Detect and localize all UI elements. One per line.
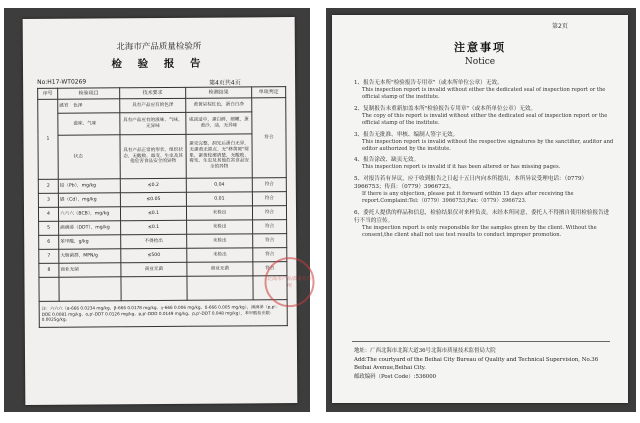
notice-page-number: 第2页 xyxy=(552,23,568,30)
address-zh: 地址：广西北海市北海大道36号北海市质量技术监督局大院 xyxy=(354,348,496,354)
header-result: 检测结果 xyxy=(186,87,252,98)
table-row xyxy=(39,276,287,302)
table-cell: 具有产品应有的色泽 xyxy=(120,98,186,112)
left-document-panel xyxy=(4,8,310,412)
inspection-report-page xyxy=(23,17,312,405)
table-cell: 黄黄呈棕红色，蛋白白净 xyxy=(186,98,252,112)
list-item: 4、报告涂改、缺页无效。 This inspection report is invalid if it has been altered or has missing pages. xyxy=(354,157,561,171)
table-cell: 咸淡适中，蛋白鲜，细嫩，蛋黄沙，油，无异味 xyxy=(186,112,252,134)
notice-subtitle: Notice xyxy=(464,57,496,67)
table-row: 6 苯甲酸，g/kg 不得检出 未检出 符合 xyxy=(39,234,287,250)
notice-address-block xyxy=(354,347,614,381)
list-item: 1、报告无本所"检验报告专用章"（或本所单位公章）无效。 This inspection report is invalid without either the dedicated seal of inspection report or the official stamp of the institute. xyxy=(354,80,606,101)
sensory-verdict: 符合 xyxy=(252,98,287,178)
header-requirement: 技术要求 xyxy=(120,87,186,98)
notice-page xyxy=(332,15,628,403)
table-row xyxy=(38,134,286,180)
table-cell: 滋味、气味 xyxy=(58,113,120,135)
report-page-number: 第4页共4页 xyxy=(209,79,241,87)
report-note: 注：六六六（α-666 0.0234 mg/kg、β-666 0.0178 mg/kg、γ-666 0.006 mg/kg、δ-666 0.005 mg/kg），滴滴涕（p,p'-DDE 0.0081 mg/kg、o,p'-DDT 0.0126 mg/kg、p,p'-DDD 0.0149 mg/kg、p,p'-DDT 0.048 mg/kg），苯甲酸检出限：0.0025g/kg。 xyxy=(39,300,287,328)
table-cell: 蛋壳完整，洞光后蛋白无异，无蛋黄无黑点、无"移黄斑"现象，蛋黄轮廓清楚，无酸败、霉变、生虫及其他危害食品安全的异物 xyxy=(186,134,252,178)
report-org: 北海市产品质量检验所 xyxy=(116,41,202,53)
note-row xyxy=(39,300,287,328)
sensory-number: 1 xyxy=(38,99,59,179)
table-row: 3 镉（Cd），mg/kg ≤0.05 0.01 符合 xyxy=(38,192,286,208)
notice-divider xyxy=(352,341,610,342)
table-row: 2 铅（Pb），mg/kg ≤0.2 0.04 符合 xyxy=(38,178,286,194)
report-title: 检 验 报 告 xyxy=(111,57,207,71)
notice-list xyxy=(354,79,614,242)
header-item: 检验项目 xyxy=(58,88,120,99)
table-row xyxy=(38,112,286,136)
table-row: 5 滴滴涕（DDT），mg/kg ≤0.1 未检出 符合 xyxy=(39,220,287,236)
table-cell: 状态 xyxy=(58,135,120,179)
list-item: 6、委托人提供的样品和信息，检验结果仅对来样负责。未经本所同意，委托人不得擅自使用检验报告进行不当的宣传。 The inspection report is only responsible for the samples given by the client. Without the consent,the client shall not use test results to conduct improper promotion. xyxy=(354,209,610,239)
red-seal-stamp: 北海市产品质量检验所 xyxy=(264,257,314,307)
address-en: Add:The courtyard of the Beihai City Bureau of Quality and Technical Supervision, No.36 Beihai Avenue,Beihai City. xyxy=(354,356,599,372)
notice-title: 注意事项 xyxy=(454,41,506,54)
list-item: 2、复制报告未重新加盖本所"检验报告专用章"（或本所单位公章）无效。 The copy of this report is invalid without either the dedicated seal of inspection report or the official stamp of the institute. xyxy=(354,105,608,127)
postcode: 邮政编码（Post Code）:536000 xyxy=(354,373,437,380)
table-row: 8 商业无菌 商业无菌 商业无菌 符合 xyxy=(39,262,287,278)
table-row: 4 六六六（BCB），mg/kg ≤0.1 未检出 符合 xyxy=(38,206,286,222)
right-document-panel xyxy=(326,8,636,412)
sensory-group: 感官 xyxy=(59,103,69,109)
header-verdict: 单项判定 xyxy=(252,87,286,98)
sensory-item: 感官 色泽 xyxy=(58,99,120,113)
header-no: 序号 xyxy=(38,88,58,99)
table-cell: 具有产品正常的形状、组织状态，无酸败、霉变、生虫及其他危害食品安全的异物 xyxy=(120,134,186,178)
table-row: 7 大肠菌群，MPN/g ≤500 未检出 符合 xyxy=(39,248,287,264)
report-table xyxy=(37,86,288,328)
list-item: 5、对报告若有异议，应于收到报告之日起十五日内向本所提出，本所异议受理电话：（0779）3966753；传真：（0779）3966723。 If there is any objection, please put it forward within 15 days after receiving the report.Complaint:Tel:（0779）3966753;Fax:（0779）3966723. xyxy=(354,175,588,205)
table-cell: 具有产品应有的滋味、气味，无异味 xyxy=(120,112,186,134)
list-item: 3、报告无批准、审核、编制人签字无效。 This inspection report is invalid without the respective signatures by the sanctifier, auditor and editor authorized by the institute. xyxy=(354,131,614,153)
report-number: No:H17-WT0269 xyxy=(37,78,87,86)
